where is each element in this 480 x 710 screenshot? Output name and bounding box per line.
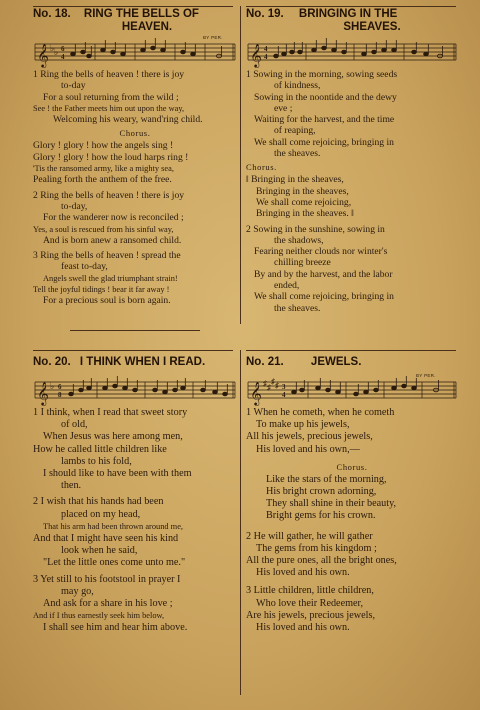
- hymn-number: No. 19.: [246, 8, 284, 20]
- verse-line: 3 Ring the bells of heaven ! spread the: [33, 250, 181, 262]
- svg-text:3: 3: [282, 383, 286, 391]
- verse-line: When Jesus was here among men,: [43, 431, 183, 443]
- svg-text:♯: ♯: [275, 381, 279, 390]
- hymn-21-verse-3: [246, 585, 458, 634]
- verse-line: eve ;: [274, 102, 293, 114]
- svg-text:♭: ♭: [54, 47, 59, 57]
- hymn-18-header: [33, 8, 237, 34]
- credit-note: BY PER.: [416, 373, 436, 378]
- verse-line: Fearing neither clouds nor winter's: [254, 246, 388, 258]
- verse-line: 2 Ring the bells of heaven ! there is joy: [33, 189, 185, 201]
- chorus-line: Like the stars of the morning,: [266, 473, 387, 485]
- verse-line: That his arm had been thrown around me,: [43, 521, 184, 531]
- top-left-rule: [33, 6, 233, 7]
- svg-text:♭: ♭: [50, 43, 55, 53]
- hymn-21-chorus: [246, 474, 458, 523]
- chorus-line: Glory ! glory ! how the angels sing !: [33, 140, 174, 152]
- staff-notation-icon: [33, 373, 237, 407]
- music-staff: [33, 35, 237, 69]
- verse-line: To make up his jewels,: [256, 419, 350, 431]
- verse-line: The gems from his kingdom ;: [256, 542, 377, 554]
- mid-separator-left: [70, 330, 200, 331]
- hymn-20-verse-3: [33, 574, 237, 635]
- verse-line: 1 I think, when I read that sweet story: [33, 407, 188, 418]
- verse-line: See ! the Father meets him out upon the way,: [33, 103, 185, 113]
- chorus-line: Glory ! glory ! how the loud harps ring !: [33, 151, 189, 163]
- verse-line: Welcoming his weary, wand'ring child.: [53, 114, 203, 126]
- verse-line: And is born anew a ransomed child.: [43, 234, 182, 246]
- verse-line: of old,: [61, 419, 88, 431]
- verse-line: By and by the harvest, and the labor: [254, 268, 393, 280]
- verse-line: His loved and his own.: [256, 622, 350, 634]
- verse-line: And ask for a share in his love ;: [43, 598, 173, 610]
- svg-text:8: 8: [58, 391, 62, 399]
- mid-right-rule: [246, 350, 456, 351]
- hymn-title-line2: HEAVEN.: [121, 21, 173, 33]
- verse-line: Are his jewels, precious jewels,: [246, 609, 376, 621]
- verse-line: His loved and his own.: [256, 567, 350, 579]
- verse-line: Angels swell the glad triumphant strain!: [43, 273, 178, 283]
- verse-line: And if I thus earnestly seek him below,: [33, 611, 165, 621]
- hymn-19-verse-1: [246, 69, 458, 159]
- hymn-title: BRINGING IN THE: [298, 8, 398, 20]
- chorus-line: Pealing forth the anthem of the free.: [33, 174, 172, 186]
- verse-line: And that I might have seen his kind: [33, 533, 179, 545]
- verse-line: Yes, a soul is rescued from his sinful way,: [33, 224, 174, 234]
- verse-line: For the wanderer now is reconciled ;: [43, 212, 184, 224]
- hymn-20: [33, 356, 237, 635]
- hymn-20-header: [33, 356, 237, 369]
- svg-text:♯: ♯: [263, 379, 267, 388]
- hymn-21: [246, 356, 458, 634]
- verse-line: For a precious soul is born again.: [43, 295, 171, 307]
- hymn-20-verse-2: [33, 496, 237, 569]
- svg-text:𝄞: 𝄞: [250, 381, 262, 405]
- verse-line: Waiting for the harvest, and the time: [254, 114, 395, 126]
- svg-text:4: 4: [264, 45, 268, 53]
- svg-text:𝄞: 𝄞: [250, 43, 262, 67]
- center-vertical-rule-lower: [240, 350, 241, 695]
- chorus-label: Chorus.: [119, 128, 151, 139]
- hymn-20-verse-1: [33, 407, 237, 492]
- chorus-label: Chorus.: [246, 162, 277, 173]
- verse-line: We shall come rejoicing, bringing in: [254, 291, 394, 303]
- chorus-line: His bright crown adorning,: [266, 486, 377, 498]
- svg-text:♭: ♭: [50, 381, 55, 391]
- svg-text:♯: ♯: [267, 383, 271, 392]
- verse-line: 2 He will gather, he will gather: [246, 530, 373, 542]
- hymn-19-chorus: [246, 174, 458, 219]
- hymn-18-verse-3: [33, 250, 237, 306]
- verse-line: 1 Ring the bells of heaven ! there is joy: [33, 69, 185, 80]
- chorus-line: Bringing in the sheaves,: [256, 185, 349, 197]
- verse-line: All the pure ones, all the bright ones,: [246, 555, 397, 567]
- verse-line: look when he said,: [61, 545, 138, 557]
- verse-line: to-day: [61, 80, 86, 92]
- verse-line: I shall see him and hear him above.: [43, 622, 188, 634]
- verse-line: placed on my head,: [61, 508, 141, 520]
- svg-text:6: 6: [58, 383, 62, 391]
- svg-text:♯: ♯: [271, 377, 275, 386]
- svg-text:𝄞: 𝄞: [37, 43, 49, 67]
- verse-line: the sheaves.: [274, 302, 321, 314]
- hymn-18: [33, 8, 237, 307]
- hymn-18-verse-1: [33, 69, 237, 125]
- chorus-line: Bright gems for his crown.: [266, 510, 376, 522]
- verse-line: 1 When he cometh, when he cometh: [246, 407, 395, 418]
- chorus-line: We shall come rejoicing,: [256, 196, 352, 208]
- top-right-rule: [246, 6, 456, 7]
- verse-line: the sheaves.: [274, 148, 321, 160]
- hymn-18-chorus: [33, 140, 237, 185]
- chorus-line: 'Tis the ransomed army, like a mighty sea,: [33, 164, 174, 174]
- hymn-19: [246, 8, 458, 314]
- svg-text:4: 4: [264, 53, 268, 61]
- mid-left-rule: [33, 350, 233, 351]
- credit-note: BY PER.: [203, 35, 223, 40]
- music-staff: [33, 373, 237, 407]
- staff-notation-icon: [246, 373, 458, 407]
- verse-line: of kindness,: [274, 80, 321, 92]
- verse-line: lambs to his fold,: [61, 455, 132, 467]
- verse-line: the shadows,: [274, 234, 324, 246]
- staff-notation-icon: [246, 35, 458, 69]
- verse-line: All his jewels, precious jewels,: [246, 431, 373, 443]
- hymn-21-verse-2: [246, 531, 458, 580]
- verse-line: Sowing in the noontide and the dewy: [254, 91, 397, 103]
- verse-line: 3 Little children, little children,: [246, 585, 374, 597]
- verse-line: For a soul returning from the wild ;: [43, 91, 179, 103]
- chorus-label: Chorus.: [336, 461, 368, 472]
- verse-line: may go,: [61, 585, 94, 597]
- hymn-number: No. 18.: [33, 8, 71, 20]
- music-staff: [246, 373, 458, 407]
- verse-line: I should like to have been with them: [43, 468, 192, 480]
- hymn-18-verse-2: [33, 190, 237, 246]
- svg-text:𝄞: 𝄞: [37, 381, 49, 405]
- hymn-number: No. 21.: [246, 356, 284, 368]
- verse-line: How he called little children like: [33, 443, 167, 455]
- verse-line: "Let the little ones come unto me.": [43, 557, 186, 569]
- hymn-21-verse-1: [246, 407, 458, 456]
- music-staff: [246, 35, 458, 69]
- hymn-title-line2: SHEAVES.: [343, 21, 401, 33]
- svg-text:4: 4: [282, 391, 286, 399]
- verse-line: 3 Yet still to his footstool in prayer I: [33, 573, 181, 585]
- verse-line: then.: [61, 480, 82, 492]
- verse-line: 1 Sowing in the morning, sowing seeds: [246, 69, 398, 80]
- staff-notation-icon: [33, 35, 237, 69]
- verse-line: 2 I wish that his hands had been: [33, 496, 164, 508]
- hymn-title: I THINK WHEN I READ.: [79, 356, 206, 368]
- hymn-21-header: [246, 356, 458, 369]
- hymn-19-verse-2: [246, 224, 458, 314]
- verse-line: 2 Sowing in the sunshine, sowing in: [246, 223, 385, 235]
- chorus-line: They shall shine in their beauty,: [266, 498, 397, 510]
- verse-line: of reaping,: [274, 125, 316, 137]
- verse-line: Tell the joyful tidings ! bear it far away !: [33, 285, 170, 295]
- svg-text:6: 6: [61, 45, 65, 53]
- hymn-19-header: [246, 8, 458, 34]
- verse-line: His loved and his own,—: [256, 443, 360, 455]
- chorus-line: ‖ Bringing in the sheaves,: [246, 174, 344, 186]
- center-vertical-rule: [240, 6, 241, 324]
- verse-line: to-day,: [61, 200, 88, 212]
- verse-line: ended,: [274, 280, 300, 292]
- svg-text:4: 4: [61, 53, 65, 61]
- hymn-title: JEWELS.: [310, 356, 362, 368]
- verse-line: feast to-day,: [61, 261, 108, 273]
- hymn-title: RING THE BELLS OF: [83, 8, 199, 20]
- verse-line: We shall come rejoicing, bringing in: [254, 136, 394, 148]
- hymn-number: No. 20.: [33, 356, 71, 368]
- chorus-line: Bringing in the sheaves. ‖: [256, 208, 354, 220]
- verse-line: chilling breeze: [274, 257, 331, 269]
- verse-line: Who love their Redeemer,: [256, 597, 364, 609]
